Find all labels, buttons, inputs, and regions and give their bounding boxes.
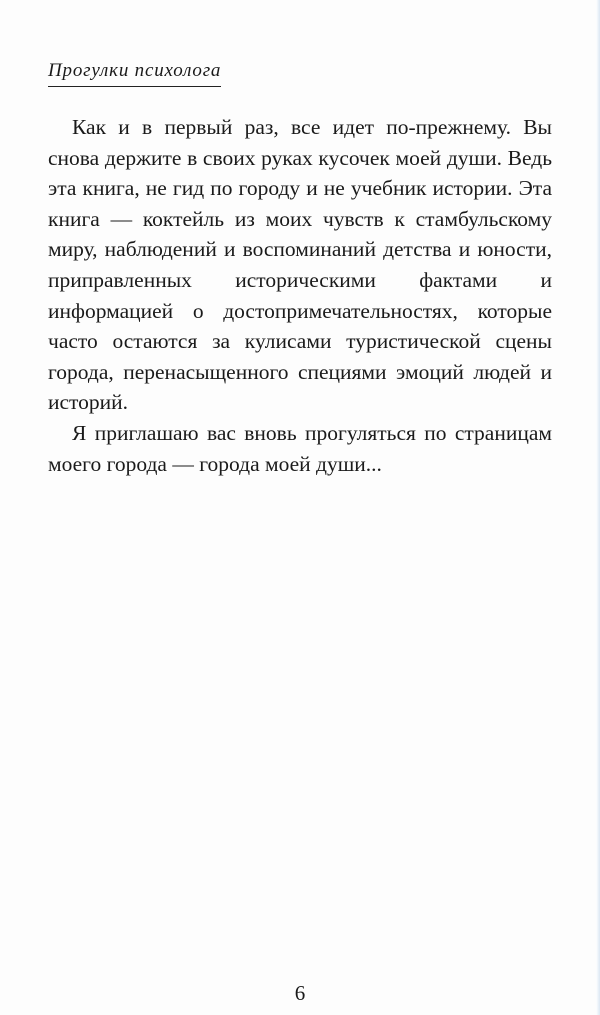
paragraph-2: Я приглашаю вас вновь прогуляться по страницам моего города — города моей души... bbox=[48, 420, 552, 476]
paragraph-1: Как и в первый раз, все идет по-прежнему. Вы снова держите в своих руках кусочек моей души. Ведь эта книга, не гид по городу и не учебник истории. Эта книга — коктейль из моих чувств к стамбульскому миру, наблюдений и воспоминаний детства и юности, приправленных историческими фактами и информацией о достопримечательностях, которые часто остаются за кулисами туристической сцены города, перенасыщенного специями эмоций людей и историй. bbox=[48, 115, 552, 415]
page-edge-shadow bbox=[596, 0, 600, 1015]
body-text bbox=[48, 112, 552, 479]
running-header-title: Прогулки психолога bbox=[48, 58, 221, 87]
page-number: 6 bbox=[294, 981, 306, 1005]
